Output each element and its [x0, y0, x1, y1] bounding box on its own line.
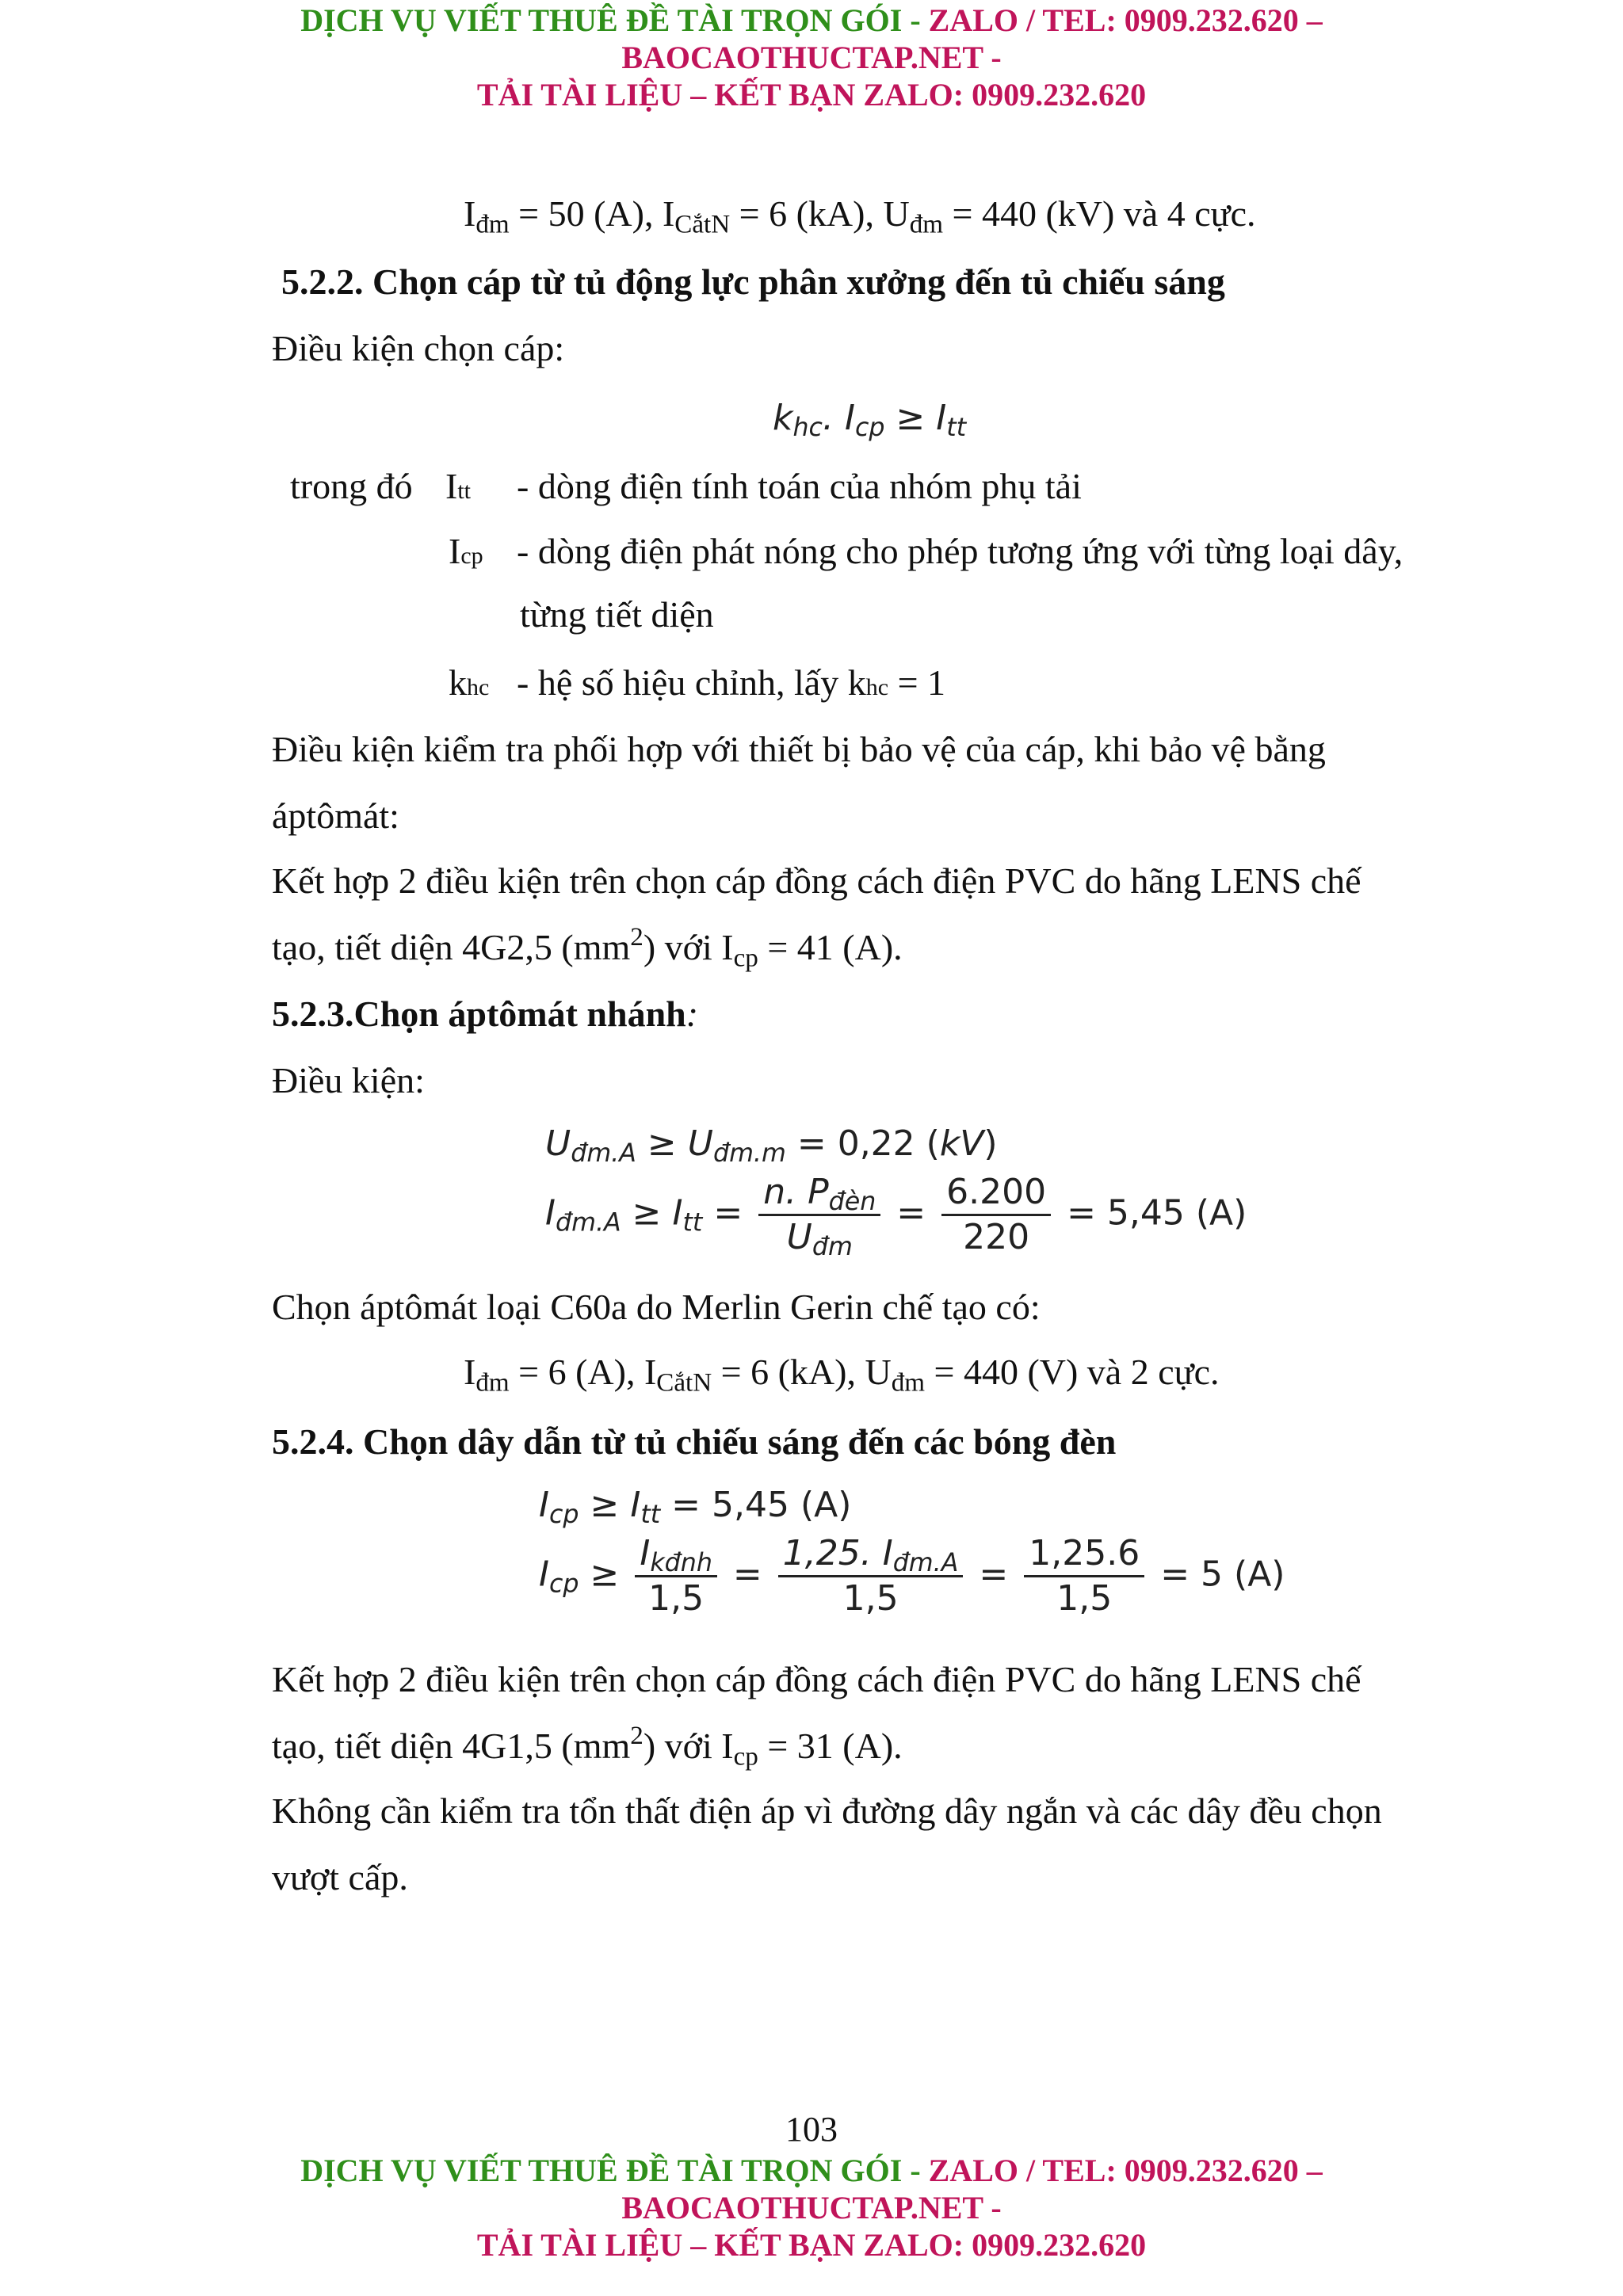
formula-wire-current: $I_{cp} \ge I_{tt} = 5,45$ (A): [539, 1485, 852, 1529]
protection-check-text: Điều kiện kiểm tra phối hợp với thiết bị bảo vệ của cáp, khi bảo vệ bằng: [272, 729, 1326, 769]
cable-condition-label: Điều kiện chọn cáp:: [272, 328, 565, 368]
icp-symbol: Icp: [449, 531, 483, 571]
wire-choice-text-1: Kết hợp 2 điều kiện trên chọn cáp đồng cách điện PVC do hãng LENS chế: [272, 1659, 1361, 1699]
banner-line-2: BAOCAOTHUCTAP.NET -: [621, 40, 1002, 75]
banner-line-1: [0, 2, 1623, 39]
fraction-kdnh: $\frac{I_{kđnh}}{1,5}$: [635, 1532, 717, 1620]
voltage-loss-note-2: vượt cấp.: [272, 1857, 408, 1897]
itt-symbol: Itt: [445, 466, 471, 506]
rating-line-aptomat: $I_{đm} = 6$ (A), $I_{CắtN} = 6$ (kA), $U_{đm} = 440$ (V) và 2 cực.: [464, 1352, 1220, 1398]
formula-wire-protection: $I_{cp}$ ≥ $\frac{I_{kđnh}}{1,5}$ = $\frac{1,25. I_{đm.A}}{1,5}$ = $\frac{1,25.6}{1,5}$ = 5 (A): [539, 1533, 1285, 1619]
icp-description: - dòng điện phát nóng cho phép tương ứng với từng loại dây,: [517, 531, 1403, 571]
footer-line-2: BAOCAOTHUCTAP.NET -: [621, 2190, 1002, 2225]
cable-choice-text-2: tạo, tiết diện 4G2,5 $(mm^2)$ với $I_{cp} = 41$ (A).: [272, 921, 903, 973]
wire-choice-text-2: tạo, tiết diện 4G1,5 $(mm^2)$ với $I_{cp} = 31$ (A).: [272, 1720, 903, 1772]
khc-symbol: khc: [449, 662, 490, 703]
footer-service-text: DỊCH VỤ VIẾT THUÊ ĐỀ TÀI TRỌN GÓI -: [300, 2153, 929, 2188]
banner-service-text: DỊCH VỤ VIẾT THUÊ ĐỀ TÀI TRỌN GÓI -: [300, 2, 929, 38]
footer-banner: [0, 2152, 1623, 2264]
aptomat-label: áptômát:: [272, 795, 399, 836]
khc-description: - hệ số hiệu chỉnh, lấy khc = 1: [517, 662, 946, 703]
formula-current-condition: $I_{đm.A} \ge I_{tt}$ = $\frac{n. P_{đèn}}{U_{đm}}$ = $\frac{6.200}{220}$ = 5,45 (A): [545, 1172, 1247, 1261]
formula-voltage-condition: $U_{đm.A} \ge U_{đm.m} = 0,22$ (kV): [545, 1123, 998, 1168]
condition-label: Điều kiện:: [272, 1060, 425, 1100]
aptomat-choice-text: Chọn áptômát loại C60a do Merlin Gerin chế tạo có:: [272, 1287, 1041, 1327]
fraction-rated: $\frac{1,25. I_{đm.A}}{1,5}$: [778, 1532, 964, 1620]
voltage-loss-note-1: Không cần kiểm tra tổn thất điện áp vì đường dây ngắn và các dây đều chọn: [272, 1791, 1382, 1831]
cable-choice-text-1: Kết hợp 2 điều kiện trên chọn cáp đồng cách điện PVC do hãng LENS chế: [272, 860, 1361, 901]
banner-contact-text: ZALO / TEL: 0909.232.620 –: [928, 2, 1323, 38]
banner-line-3: TẢI TÀI LIỆU – KẾT BẠN ZALO: 0909.232.620: [476, 77, 1147, 113]
formula-cable-condition: $k_{hc}$. $I_{cp} \ge I_{tt}$: [773, 398, 967, 442]
fraction-numeric-wire: $\frac{1,25.6}{1,5}$: [1024, 1532, 1144, 1620]
fraction-power-voltage: $\frac{n. P_{đèn}}{U_{đm}}$: [758, 1171, 880, 1259]
itt-description: - dòng điện tính toán của nhóm phụ tải: [517, 466, 1082, 506]
header-banner: [0, 2, 1623, 113]
heading-5-2-2: 5.2.2. Chọn cáp từ tủ động lực phân xưởng đến tủ chiếu sáng: [281, 261, 1225, 302]
page-number: 103: [785, 2110, 838, 2149]
rating-line-prev: $I_{đm} = 50$ (A), $I_{CắtN} = 6$ (kA), $U_{đm} = 440$ (kV) và 4 cực.: [464, 193, 1256, 239]
heading-5-2-3: 5.2.3.Chọn áptômát nhánh:: [272, 994, 699, 1034]
footer-line-3: TẢI TÀI LIỆU – KẾT BẠN ZALO: 0909.232.620: [476, 2227, 1147, 2263]
heading-5-2-4: 5.2.4. Chọn dây dẫn từ tủ chiếu sáng đến các bóng đèn: [272, 1421, 1117, 1462]
icp-description-cont: từng tiết diện: [520, 594, 714, 635]
fraction-numeric: $\frac{6.200}{220}$: [941, 1171, 1051, 1259]
footer-contact-text: ZALO / TEL: 0909.232.620 –: [928, 2153, 1323, 2188]
where-label: trong đó: [290, 466, 413, 506]
footer-line-1: [0, 2152, 1623, 2189]
